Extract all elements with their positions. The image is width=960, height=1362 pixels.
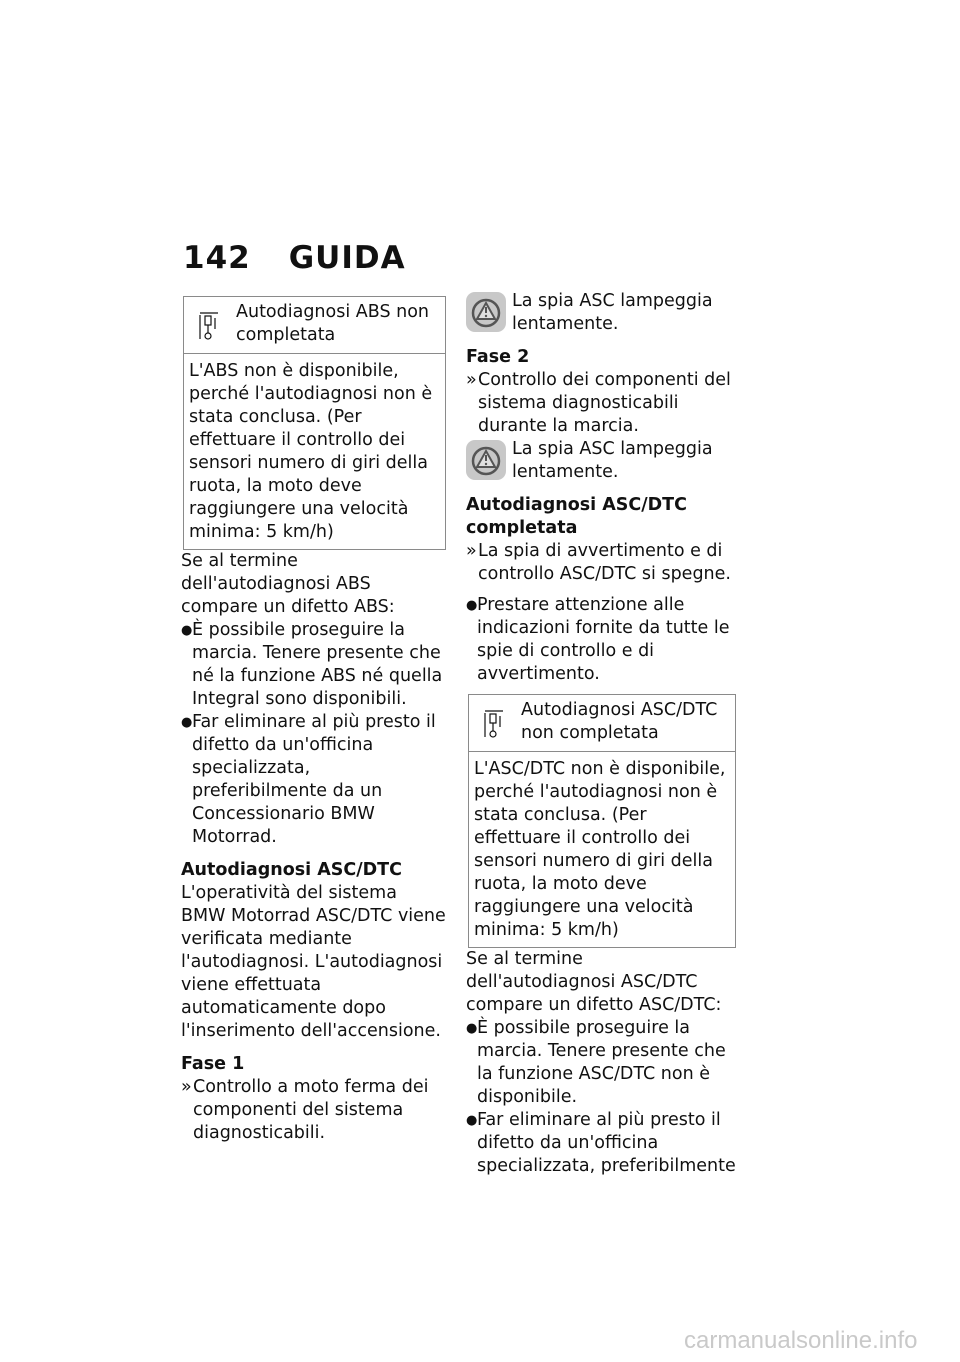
step-item: » La spia di avvertimento e di controllo ASC/DTC si spegne. [466, 541, 731, 584]
step-chevron: » [466, 541, 477, 561]
step-item: » Controllo a moto ferma dei componenti del sistema diagnosticabili. [181, 1077, 429, 1143]
info-box-title: Autodiagnosi ASC/DTC non completata [521, 700, 718, 743]
page-number: 142 [183, 240, 251, 276]
bullet-dot: ● [466, 1113, 478, 1128]
info-box-abs [183, 296, 446, 550]
step-chevron: » [181, 1077, 192, 1097]
list-item: ● Far eliminare al più presto il difetto da un'officina specializzata, preferibilmente da un Concessionario BMW Motorrad. [181, 712, 436, 847]
motorcycle-sensor-icon [198, 309, 232, 341]
paragraph: L'operatività del sistema BMW Motorrad ASC/DTC viene verificata mediante l'autodiagnosi. L'autodiagnosi viene effettuata automaticamente dopo l'inserimento dell'accensione. [181, 883, 446, 1041]
section-heading: Autodiagnosi ASC/DTC completata [466, 495, 687, 538]
info-box-header [469, 695, 735, 752]
phase-label: Fase 1 [181, 1054, 245, 1074]
info-box-body: L'ABS non è disponibile, perché l'autodiagnosi non è stata conclusa. (Per effettuare il controllo dei sensori numero di giri della ruota, la moto deve raggiungere una velocità minima: 5 km/h) [189, 361, 433, 542]
info-box-asc [468, 694, 736, 948]
intro-text: Se al termine dell'autodiagnosi ASC/DTC compare un difetto ASC/DTC: [466, 949, 722, 1015]
phase-label: Fase 2 [466, 347, 530, 367]
list-item: ● Prestare attenzione alle indicazioni fornite da tutte le spie di controllo e di avvertimento. [466, 595, 730, 684]
motorcycle-sensor-icon [483, 707, 517, 739]
list-item: ● È possibile proseguire la marcia. Tenere presente che né la funzione ABS né quella Integral sono disponibili. [181, 620, 443, 709]
bullet-dot: ● [181, 715, 193, 730]
list-item: ● È possibile proseguire la marcia. Tenere presente che la funzione ASC/DTC non è disponibile. [466, 1018, 726, 1107]
info-box-header [184, 297, 445, 354]
asc-warning-light-icon [466, 440, 510, 480]
asc-warning-light-icon [466, 292, 510, 332]
step-chevron: » [466, 370, 477, 390]
right-column [466, 290, 736, 1178]
bullet-dot: ● [181, 623, 193, 638]
intro-text: Se al termine dell'autodiagnosi ABS compare un difetto ABS: [181, 551, 395, 617]
list-item: ● Far eliminare al più presto il difetto da un'officina specializzata, preferibilmente [466, 1110, 736, 1176]
watermark: carmanualsonline.info [684, 1327, 918, 1354]
info-box-title: Autodiagnosi ABS non completata [236, 302, 430, 345]
bullet-dot: ● [466, 1021, 478, 1036]
warning-note: La spia ASC lampeggia lentamente. [466, 290, 736, 336]
bullet-dot: ● [466, 598, 478, 613]
warning-note: La spia ASC lampeggia lentamente. [466, 438, 736, 484]
left-column [181, 296, 446, 1145]
info-box-body: L'ASC/DTC non è disponibile, perché l'autodiagnosi non è stata conclusa. (Per effettuare il controllo dei sensori numero di giri della ruota, la moto deve raggiungere una velocità minima: 5 km/h) [474, 759, 726, 940]
step-item: » Controllo dei componenti del sistema diagnosticabili durante la marcia. [466, 370, 731, 436]
section-heading: Autodiagnosi ASC/DTC [181, 860, 402, 880]
page-header [183, 240, 406, 276]
section-title: GUIDA [288, 240, 406, 276]
